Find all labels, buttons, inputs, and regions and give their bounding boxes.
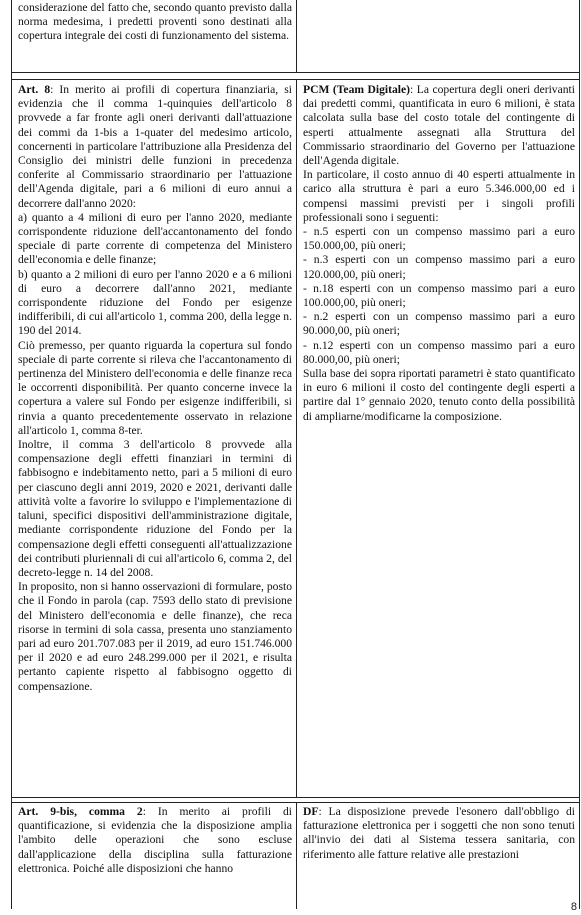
response-cell [297,0,579,72]
analysis-cell [12,80,297,797]
paragraph [303,805,575,862]
table-row [12,802,579,909]
paragraph: Ciò premesso, per quanto riguarda la copertura sul fondo speciale di parte corrente si rileva che l'accantonamento di pertinenza del Ministero dell'economia e delle finanze reca le occorrenti disponibilità. Per quanto concerne invece la copertura a valere sul Fondo per esigenze indifferibili, si rinvia a quanto precedentemente osservato in relazione all'articolo 1, comma 8-ter. [18,338,292,437]
source-heading: DF [303,805,319,818]
list-item: - n.5 esperti con un compenso massimo pari a euro 150.000,00, più oneri; [303,225,575,253]
paragraph [18,805,292,876]
comparison-table [11,0,580,909]
paragraph-text: : La copertura degli oneri derivanti dai predetti commi, quantificata in euro 6 milioni, è stata calcolata sulla base del costo totale del contingente di esperti attualmente assegnati alla Struttura del Commissario straordinario del Governo per l'attuazione dell'Agenda digitale. [303,83,575,168]
expert-list [303,225,575,367]
list-item: - n.18 esperti con un compenso massimo pari a euro 100.000,00, più oneri; [303,281,575,310]
table-row [12,0,579,73]
paragraph-text: : La disposizione prevede l'esonero dall'obbligo di fatturazione elettronica per i soggetti che non sono tenuti all'invio dei dati al Sistema tessera sanitaria, con riferimento alle fatture relative alle prestazioni [303,805,575,861]
analysis-cell [12,803,297,909]
list-item: - n.2 esperti con un compenso massimo pari a euro 90.000,00, più oneri; [303,310,575,338]
paragraph-text: : In merito ai profili di quantificazione, si evidenzia che la disposizione amplia l'ambito delle operazioni che sono escluse dall'applicazione della disciplina sulla fatturazione elettronica. Poiché alle disposizioni che hanno [18,805,293,875]
paragraph: Sulla base dei sopra riportati parametri è stato quantificato in euro 6 milioni il costo del contingente degli esperti a partire dal 1° gennaio 2020, tenuto conto della possibilità di ampliarne/modificarne la composizione. [303,367,575,423]
paragraph-text: : In merito ai profili di copertura finanziaria, si evidenzia che il comma 1-quinquies dell'articolo 8 provvede a far fronte agli oneri derivanti dall'attuazione dei commi da 1-bis a 1-quater del medesimo articolo, concernenti in particolare l'attribuzione alla Presidenza del Consiglio dei ministri delle funzioni in precedenza conferite al Commissario straordinario per l'attuazione dell'Agenda digitale, pari a 6 milioni di euro annui a decorrere dall'anno 2020: [18,83,292,210]
paragraph [303,83,575,168]
page-number: 8 [570,901,577,913]
paragraph: b) quanto a 2 milioni di euro per l'anno 2020 e a 6 milioni di euro a decorrere dall'anno 2021, mediante corrispondente riduzione del Fondo per esigenze indifferibili, di cui all'articolo 1, comma 200, della legge n. 190 del 2014. [18,267,292,338]
analysis-cell [12,0,297,72]
article-heading: Art. 9-bis, comma 2 [18,805,143,818]
paragraph: Inoltre, il comma 3 dell'articolo 8 provvede alla compensazione degli effetti finanziari in termini di fabbisogno e indebitamento netto, pari a 5 milioni di euro per ciascuno degli anni 2019, 2020 e 2021, derivanti dalle attività volte a favorire lo sviluppo e l'implementazione di taluni, specifici dispositivi dell'amministrazione digitale, mediante corrispondente riduzione del Fondo per la compensazione degli effetti conseguenti all'attualizzazione dei contributi pluriennali di cui all'articolo 6, comma 2, del decreto-legge n. 14 del 2008. [18,438,292,579]
paragraph: In particolare, il costo annuo di 40 esperti attualmente in carico alla struttura è pari a euro 5.346.000,00 ed i compensi massimi previsti per i singoli profili professionali sono i seguenti: [303,168,575,224]
article-heading: Art. 8 [18,83,51,96]
paragraph: considerazione del fatto che, secondo quanto previsto dalla norma medesima, i predetti proventi sono destinati alla copertura integrale dei costi di funzionamento del sistema. [18,1,292,43]
list-item: - n.3 esperti con un compenso massimo pari a euro 120.000,00, più oneri; [303,253,575,281]
response-cell [297,803,579,909]
paragraph [18,83,292,211]
table-row [12,79,579,798]
paragraph: a) quanto a 4 milioni di euro per l'anno 2020, mediante corrispondente riduzione dell'accantonamento del fondo speciale di parte corrente di competenza del Ministero dell'economia e delle finanze; [18,210,292,267]
source-heading: PCM (Team Digitale) [303,83,411,96]
response-cell [297,80,579,797]
paragraph: In proposito, non si hanno osservazioni di formulare, posto che il Fondo in parola (cap. 7593 dello stato di previsione del Ministero dell'economia e delle finanze), che reca risorse in termini di sola cassa, presenta uno stanziamento pari ad euro 201.707.083 per il 2019, ad euro 151.746.000 per il 2020 e ad euro 248.299.000 per il 2021, e risulta pertanto capiente rispetto al fabbisogno oggetto di compensazione. [18,580,292,693]
list-item: - n.12 esperti con un compenso massimo pari a euro 80.000,00, più oneri; [303,338,575,366]
